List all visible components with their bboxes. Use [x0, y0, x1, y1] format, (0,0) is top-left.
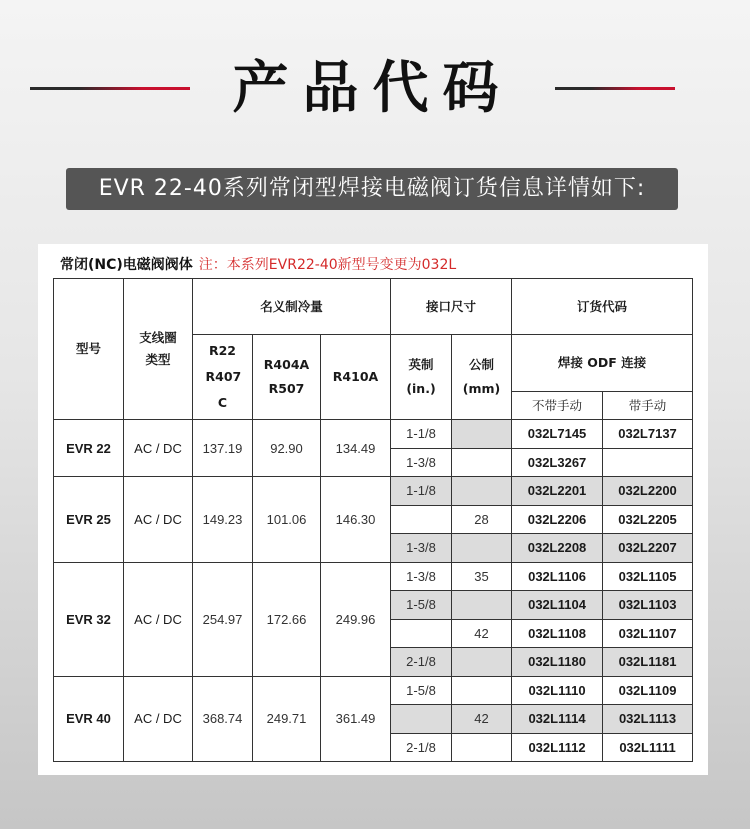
header-inch-label: 英制 (in.): [406, 357, 436, 396]
inch-cell: 1-1/8: [391, 477, 452, 506]
mm-cell: [452, 420, 512, 449]
capacity-r410a-cell: 146.30: [321, 477, 391, 563]
code-manual-cell: 032L2207: [603, 534, 693, 563]
mm-cell: [452, 648, 512, 677]
mm-cell: [452, 448, 512, 477]
inch-cell: [391, 505, 452, 534]
code-no-manual-cell: 032L7145: [512, 420, 603, 449]
title-divider-left: [30, 87, 190, 90]
model-cell: EVR 25: [54, 477, 124, 563]
capacity-r404a-cell: 172.66: [253, 562, 321, 676]
table-row: [54, 676, 693, 705]
coil-cell: AC / DC: [124, 562, 193, 676]
capacity-r22-cell: 368.74: [193, 676, 253, 762]
table-caption: [60, 254, 456, 275]
code-no-manual-cell: 032L2208: [512, 534, 603, 563]
code-manual-cell: 032L1181: [603, 648, 693, 677]
code-no-manual-cell: 032L2201: [512, 477, 603, 506]
inch-cell: [391, 705, 452, 734]
inch-cell: [391, 619, 452, 648]
code-manual-cell: 032L1105: [603, 562, 693, 591]
spec-table-card: [38, 244, 708, 775]
coil-cell: AC / DC: [124, 676, 193, 762]
page-title: 产品代码: [232, 56, 513, 121]
code-no-manual-cell: 032L1106: [512, 562, 603, 591]
model-cell: EVR 22: [54, 420, 124, 477]
table-row: [54, 420, 693, 449]
mm-cell: 28: [452, 505, 512, 534]
capacity-r22-cell: 137.19: [193, 420, 253, 477]
inch-cell: 2-1/8: [391, 648, 452, 677]
header-order-code: 订货代码: [512, 279, 693, 335]
capacity-r410a-cell: 134.49: [321, 420, 391, 477]
code-no-manual-cell: 032L1104: [512, 591, 603, 620]
code-no-manual-cell: 032L1110: [512, 676, 603, 705]
spec-table: [53, 278, 693, 762]
mm-cell: [452, 591, 512, 620]
inch-cell: 1-1/8: [391, 420, 452, 449]
header-r22: [193, 335, 253, 420]
code-manual-cell: 032L7137: [603, 420, 693, 449]
mm-cell: [452, 733, 512, 762]
capacity-r410a-cell: 361.49: [321, 676, 391, 762]
code-no-manual-cell: 032L2206: [512, 505, 603, 534]
coil-cell: AC / DC: [124, 477, 193, 563]
title-divider-right: [555, 87, 675, 90]
subtitle-banner: EVR 22-40系列常闭型焊接电磁阀订货信息详情如下:: [66, 168, 678, 210]
inch-cell: 1-3/8: [391, 562, 452, 591]
mm-cell: 35: [452, 562, 512, 591]
spec-table-body: [54, 420, 693, 762]
header-r404a-label: R404A R507: [263, 357, 310, 396]
inch-cell: 1-3/8: [391, 534, 452, 563]
code-manual-cell: 032L1113: [603, 705, 693, 734]
coil-cell: AC / DC: [124, 420, 193, 477]
capacity-r410a-cell: 249.96: [321, 562, 391, 676]
code-no-manual-cell: 032L3267: [512, 448, 603, 477]
header-connection: 接口尺寸: [391, 279, 512, 335]
code-manual-cell: 032L2200: [603, 477, 693, 506]
header-manual: 带手动: [603, 392, 693, 420]
header-inch: [391, 335, 452, 420]
header-r404a: [253, 335, 321, 420]
header-coil-type-label: 支线圈类型: [139, 330, 177, 367]
model-cell: EVR 40: [54, 676, 124, 762]
code-manual-cell: 032L2205: [603, 505, 693, 534]
mm-cell: [452, 477, 512, 506]
code-manual-cell: 032L1107: [603, 619, 693, 648]
table-row: [54, 477, 693, 506]
mm-cell: [452, 676, 512, 705]
code-manual-cell: [603, 448, 693, 477]
code-no-manual-cell: 032L1108: [512, 619, 603, 648]
table-row: [54, 562, 693, 591]
inch-cell: 1-5/8: [391, 676, 452, 705]
code-no-manual-cell: 032L1112: [512, 733, 603, 762]
header-r22-label: R22 R407 C: [205, 343, 242, 410]
table-caption-title: 常闭(NC)电磁阀阀体: [60, 257, 193, 273]
code-manual-cell: 032L1111: [603, 733, 693, 762]
capacity-r22-cell: 254.97: [193, 562, 253, 676]
capacity-r404a-cell: 249.71: [253, 676, 321, 762]
header-r410a: R410A: [321, 335, 391, 420]
header-coil-type: [124, 279, 193, 420]
code-manual-cell: 032L1109: [603, 676, 693, 705]
table-caption-note: 注：本系列EVR22-40新型号变更为032L: [198, 257, 457, 273]
capacity-r404a-cell: 92.90: [253, 420, 321, 477]
capacity-r404a-cell: 101.06: [253, 477, 321, 563]
inch-cell: 1-3/8: [391, 448, 452, 477]
header-mm-label: 公制 (mm): [462, 357, 501, 396]
header-no-manual: 不带手动: [512, 392, 603, 420]
header-capacity: 名义制冷量: [193, 279, 391, 335]
header-model: 型号: [54, 279, 124, 420]
code-no-manual-cell: 032L1180: [512, 648, 603, 677]
capacity-r22-cell: 149.23: [193, 477, 253, 563]
mm-cell: 42: [452, 619, 512, 648]
mm-cell: 42: [452, 705, 512, 734]
code-manual-cell: 032L1103: [603, 591, 693, 620]
header-mm: [452, 335, 512, 420]
mm-cell: [452, 534, 512, 563]
inch-cell: 2-1/8: [391, 733, 452, 762]
model-cell: EVR 32: [54, 562, 124, 676]
header-odf: 焊接 ODF 连接: [512, 335, 693, 392]
code-no-manual-cell: 032L1114: [512, 705, 603, 734]
inch-cell: 1-5/8: [391, 591, 452, 620]
